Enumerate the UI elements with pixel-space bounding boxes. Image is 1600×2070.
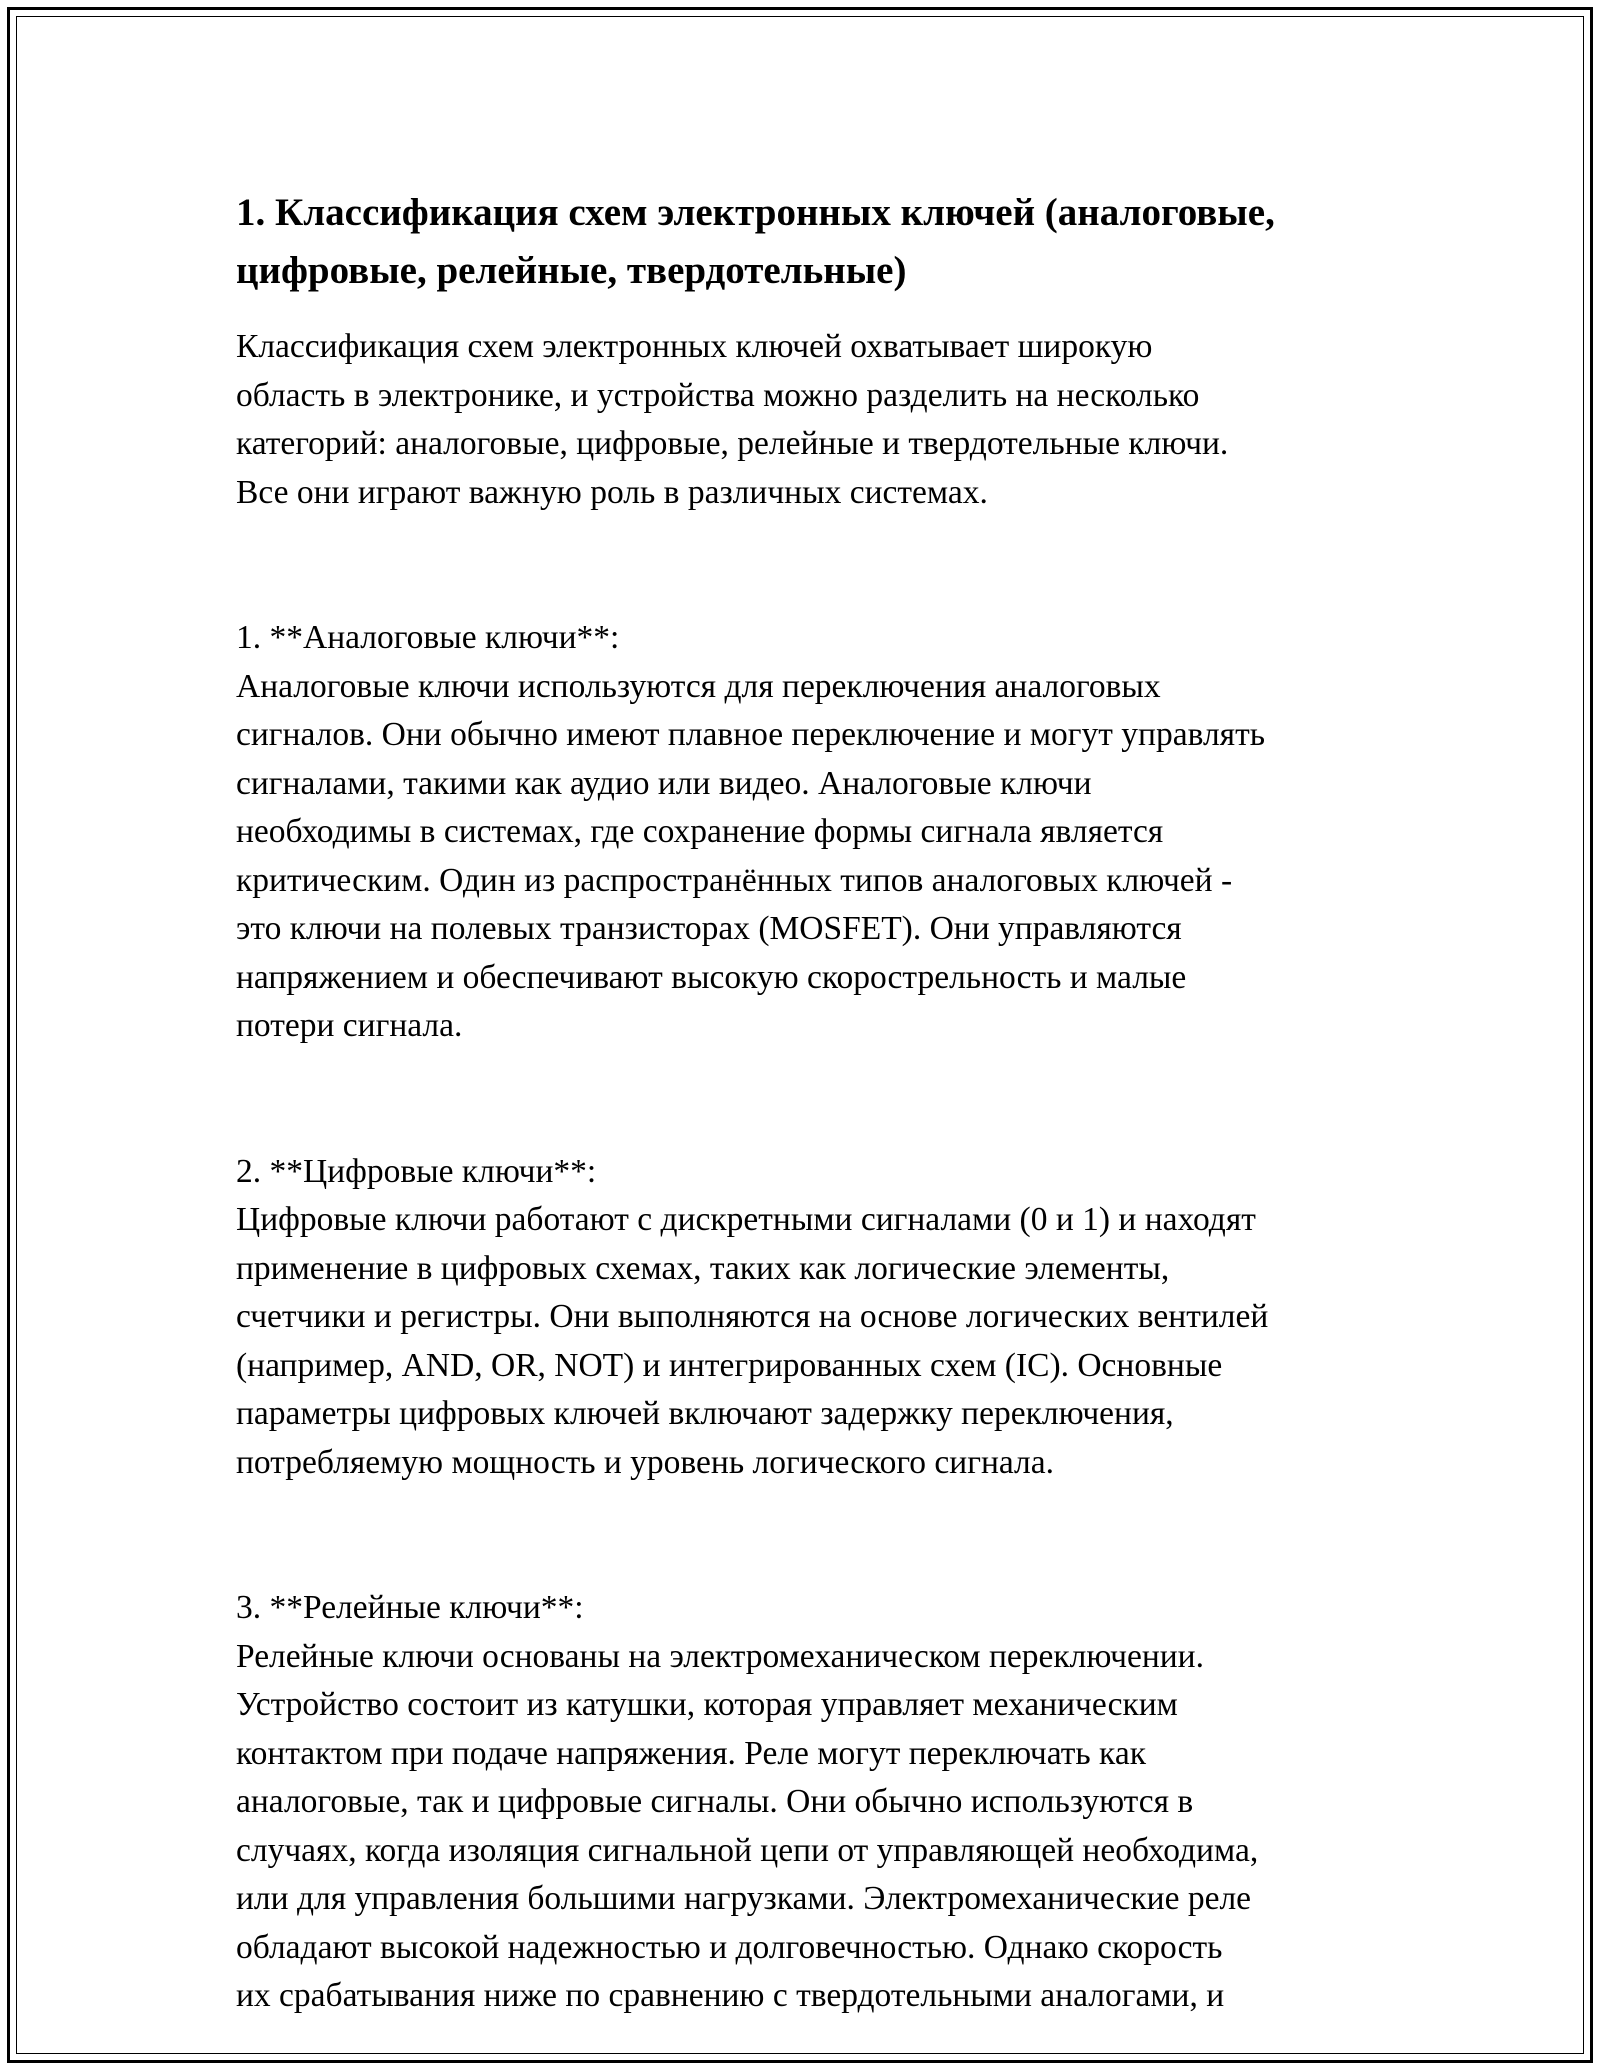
section-digital-title: 2. **Цифровые ключи**: [236,1152,597,1190]
section-relay [236,1536,1376,2021]
section-analog-title: 1. **Аналоговые ключи**: [236,619,620,656]
document-body [236,184,1376,2021]
section-digital-text: Цифровые ключи работают с дискретными сигналами (0 и 1) и находят применение в цифровых схемах, таких как логические элементы, счетчики и регистры. Они выполняются на основе логических вентилей (например, AND, OR, NOT) и интегрированных схем (IC). Основные параметры цифровых ключей включают задержку переключения, потребляемую мощность и уровень логического сигнала. [236,1201,1269,1481]
section-analog [236,566,1376,1051]
intro-paragraph: Классификация схем электронных ключей охватывает широкую область в электронике, и устройства можно разделить на несколько категорий: аналоговые, цифровые, релейные и твердотельные ключи. Все они играют важную роль в различных системах. [236,328,1229,511]
document-heading: 1. Классификация схем электронных ключей (аналоговые, цифровые, релейные, твердотельные) [236,191,1275,292]
section-digital [236,1099,1376,1487]
section-relay-text: Релейные ключи основаны на электромеханическом переключении. Устройство состоит из катушки, которая управляет механическим контактом при подаче напряжения. Реле могут переключать как аналоговые, так и цифровые сигналы. Они обычно используются в случаях, когда изоляция сигнальной цепи от управляющей необходима, или для управления большими нагрузками. Электромеханические реле обладают высокой надежностью и долговечностью. Однако скорость их срабатывания ниже по сравнению с твердотельными аналогами, и [236,1637,1259,2014]
section-relay-title: 3. **Релейные ключи**: [236,1589,584,1626]
section-analog-text: Аналоговые ключи используются для переключения аналоговых сигналов. Они обычно имеют плавное переключение и могут управлять сигналами, такими как аудио или видео. Аналоговые ключи необходимы в системах, где сохранение формы сигнала является критическим. Один из распространённых типов аналоговых ключей - это ключи на полевых транзисторах (MOSFET). Они управляются напряжением и обеспечивают высокую скорострельность и малые потери сигнала. [236,667,1265,1044]
